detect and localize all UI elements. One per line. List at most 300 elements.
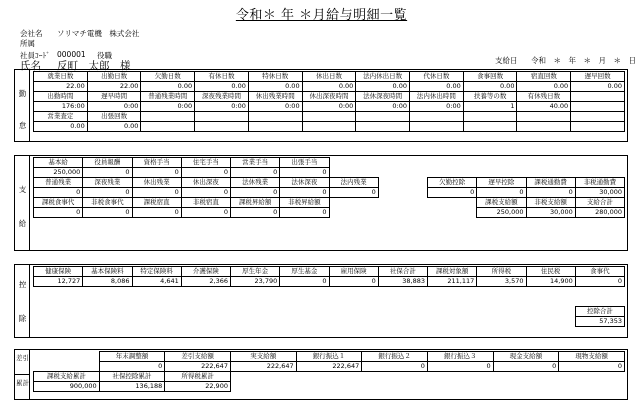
empty-cell <box>378 188 427 198</box>
empty-cell <box>34 307 83 317</box>
table-row <box>34 287 625 297</box>
empty-cell <box>83 287 132 297</box>
field-label: 営業手当 <box>231 158 280 168</box>
field-label: 課税支給累計 <box>34 372 100 382</box>
empty-cell <box>34 287 83 297</box>
field-value: 23,790 <box>231 277 280 287</box>
empty-cell <box>378 198 427 208</box>
field-value: 0.00 <box>302 82 356 92</box>
table-row <box>34 352 625 362</box>
empty-cell <box>329 168 378 178</box>
summary-table <box>33 351 625 392</box>
field-label: 食事回数 <box>463 72 517 82</box>
field-label: 遅早時間 <box>87 92 141 102</box>
field-value: 0.00 <box>463 82 517 92</box>
field-value: 0 <box>280 208 329 218</box>
field-label: 課税昇給額 <box>231 198 280 208</box>
empty-cell <box>526 307 575 317</box>
field-value: 0 <box>362 362 428 372</box>
field-label: 普通残業 <box>34 178 83 188</box>
empty-cell <box>493 382 559 392</box>
field-value: 0 <box>231 168 280 178</box>
field-value: 222,647 <box>165 362 231 372</box>
field-value: 0 <box>329 277 378 287</box>
table-row <box>34 208 625 218</box>
field-label: 出張回数 <box>87 112 141 122</box>
field-value: 14,900 <box>526 277 575 287</box>
field-value: 3,570 <box>477 277 526 287</box>
field-label: 休出残業 <box>132 178 181 188</box>
field-label: 深夜残業 <box>83 178 132 188</box>
empty-cell <box>230 382 296 392</box>
field-value: 1 <box>463 102 517 112</box>
field-value: 0 <box>575 277 624 287</box>
attendance-side-label <box>15 70 30 141</box>
field-value: 211,117 <box>428 277 477 287</box>
empty-cell <box>329 287 378 297</box>
table-row <box>34 267 625 277</box>
field-label: 特休日数 <box>248 72 302 82</box>
empty-cell <box>132 317 181 327</box>
field-label: 銀行振込２ <box>362 352 428 362</box>
empty-cell <box>428 158 477 168</box>
empty-cell <box>83 297 132 307</box>
empty-cell <box>378 317 427 327</box>
field-label: 課税対象額 <box>428 267 477 277</box>
field-label <box>248 112 302 122</box>
empty-cell <box>378 178 427 188</box>
company-name: ソリマチ電機 株式会社 <box>57 29 140 38</box>
empty-cell <box>280 307 329 317</box>
empty-cell <box>132 287 181 297</box>
field-label: 厚生年金 <box>231 267 280 277</box>
empty-cell <box>378 208 427 218</box>
empty-cell <box>83 317 132 327</box>
empty-cell <box>428 198 477 208</box>
field-label: 現金支給額 <box>493 352 559 362</box>
field-label: 非税通勤費 <box>575 178 624 188</box>
empty-cell <box>329 297 378 307</box>
field-label: 出張手当 <box>280 158 329 168</box>
field-label: 遅早控除 <box>477 178 526 188</box>
table-row <box>34 372 625 382</box>
attendance-block <box>14 69 628 142</box>
field-label: 基本給 <box>34 158 83 168</box>
field-value: 0 <box>428 188 477 198</box>
field-value: 0 <box>83 188 132 198</box>
empty-cell <box>575 297 624 307</box>
field-label: 住民税 <box>526 267 575 277</box>
field-label: 出勤日数 <box>87 72 141 82</box>
employee-name: 反町 太郎 様 <box>57 60 131 72</box>
field-value <box>410 122 464 132</box>
field-value: 250,000 <box>477 208 526 218</box>
field-value: 0:00 <box>302 102 356 112</box>
field-value: 38,883 <box>378 277 427 287</box>
deduction-block <box>14 264 628 338</box>
field-value: 0 <box>83 168 132 178</box>
field-label: 扶養等の数 <box>463 92 517 102</box>
department-label: 所属 <box>20 39 35 48</box>
field-label <box>463 112 517 122</box>
empty-cell <box>526 168 575 178</box>
field-value: 0 <box>181 188 230 198</box>
attendance-table <box>33 71 625 132</box>
empty-cell <box>428 208 477 218</box>
field-label: 欠勤控除 <box>428 178 477 188</box>
payment-side-label <box>15 156 30 250</box>
payment-table <box>33 157 625 218</box>
field-value: 0:00 <box>356 102 410 112</box>
field-value: 0.00 <box>410 82 464 92</box>
field-value: 222,647 <box>230 362 296 372</box>
empty-cell <box>428 307 477 317</box>
empty-cell <box>477 158 526 168</box>
field-label: 法休深夜 <box>280 178 329 188</box>
field-value: 0 <box>132 168 181 178</box>
company-label: 会社名 <box>20 29 43 38</box>
table-row <box>34 178 625 188</box>
empty-cell <box>34 362 100 372</box>
table-row <box>34 362 625 372</box>
empty-cell <box>34 297 83 307</box>
empty-cell <box>378 158 427 168</box>
field-label: 現物支給額 <box>559 352 625 362</box>
field-label <box>517 112 571 122</box>
empty-cell <box>378 307 427 317</box>
field-label: 実支給額 <box>230 352 296 362</box>
empty-cell <box>329 158 378 168</box>
field-value: 0 <box>34 208 83 218</box>
position-label: 役職 <box>97 51 112 60</box>
empty-cell <box>329 208 378 218</box>
field-label: 法内残業 <box>329 178 378 188</box>
field-value: 0.00 <box>34 122 88 132</box>
field-value: 0 <box>231 188 280 198</box>
empty-cell <box>428 297 477 307</box>
field-label: 基本保険料 <box>83 267 132 277</box>
field-label: 住宅手当 <box>181 158 230 168</box>
empty-cell <box>329 198 378 208</box>
field-label: 食事代 <box>575 267 624 277</box>
field-label: 所得税 <box>477 267 526 277</box>
field-value: 0 <box>477 188 526 198</box>
field-value: 0.00 <box>571 82 625 92</box>
empty-cell <box>428 287 477 297</box>
field-label: 遅早回数 <box>571 72 625 82</box>
field-value: 0:00 <box>87 102 141 112</box>
side-char: 累計 <box>16 379 29 387</box>
table-row <box>34 297 625 307</box>
field-label: 所得税累計 <box>165 372 231 382</box>
field-value: 0.00 <box>356 82 410 92</box>
field-value: 4,641 <box>132 277 181 287</box>
pay-date-label: 支給日 <box>495 56 518 65</box>
field-label: 支給合計 <box>575 198 624 208</box>
side-char: 除 <box>18 314 27 323</box>
side-char: 勤 <box>18 89 27 98</box>
field-label: 特定保険料 <box>132 267 181 277</box>
field-label: 深夜残業時間 <box>195 92 249 102</box>
cumulative-side-label <box>15 375 30 399</box>
table-row <box>34 112 625 122</box>
empty-cell <box>296 372 362 382</box>
field-value: 22,900 <box>165 382 231 392</box>
empty-cell <box>231 307 280 317</box>
employee-number-label: 社員ｺｰﾄﾞ <box>20 51 50 60</box>
empty-cell <box>362 372 428 382</box>
field-value <box>302 122 356 132</box>
empty-cell <box>362 382 428 392</box>
field-label: 課税通勤費 <box>526 178 575 188</box>
empty-cell <box>132 307 181 317</box>
field-label: 有休残日数 <box>517 92 571 102</box>
field-value: 0 <box>493 362 559 372</box>
empty-cell <box>231 297 280 307</box>
side-char: 支 <box>18 185 27 194</box>
field-value: 250,000 <box>34 168 83 178</box>
field-label: 社保合計 <box>378 267 427 277</box>
field-value: 0 <box>280 188 329 198</box>
empty-cell <box>428 168 477 178</box>
empty-cell <box>280 317 329 327</box>
empty-cell <box>575 287 624 297</box>
field-value: 0 <box>34 188 83 198</box>
empty-cell <box>230 372 296 382</box>
field-value: 0 <box>132 208 181 218</box>
field-value: 0 <box>526 188 575 198</box>
empty-cell <box>181 307 230 317</box>
field-label: 休出深夜 <box>181 178 230 188</box>
empty-cell <box>378 297 427 307</box>
field-label <box>302 112 356 122</box>
empty-cell <box>132 297 181 307</box>
field-value: 0.00 <box>87 122 141 132</box>
field-value: 0:00 <box>410 102 464 112</box>
page-title: 令和＊ 年 ＊月給与明細一覧 <box>235 8 408 23</box>
table-row <box>34 198 625 208</box>
field-label <box>571 92 625 102</box>
empty-cell <box>559 382 625 392</box>
field-label: 課税食事代 <box>34 198 83 208</box>
field-label: 資格手当 <box>132 158 181 168</box>
field-value: 22.00 <box>34 82 88 92</box>
table-row <box>34 122 625 132</box>
field-value <box>571 122 625 132</box>
table-row <box>34 158 625 168</box>
field-value: 0.00 <box>248 82 302 92</box>
empty-cell <box>477 317 526 327</box>
field-label: 代休日数 <box>410 72 464 82</box>
field-value: 22.00 <box>87 82 141 92</box>
table-row <box>34 307 625 317</box>
side-char: 給 <box>18 219 27 228</box>
field-value: 0.00 <box>141 82 195 92</box>
empty-cell <box>83 307 132 317</box>
empty-cell <box>559 372 625 382</box>
pay-date: 令和 ＊ 年 ＊ 月 ＊ 日 <box>531 56 636 65</box>
field-value: 0 <box>83 208 132 218</box>
table-row <box>34 188 625 198</box>
field-value: 40.00 <box>517 102 571 112</box>
empty-cell <box>526 297 575 307</box>
field-label: 役員報酬 <box>83 158 132 168</box>
field-value: 0 <box>280 277 329 287</box>
field-label: 法休残業 <box>231 178 280 188</box>
deduction-table <box>33 266 625 327</box>
field-label: 法内休出時間 <box>410 92 464 102</box>
field-value: 900,000 <box>34 382 100 392</box>
field-label: 普通残業時間 <box>141 92 195 102</box>
field-label: 就業日数 <box>34 72 88 82</box>
field-value: 0.00 <box>195 82 249 92</box>
field-label: 課税宿直 <box>132 198 181 208</box>
field-value: 222,647 <box>296 362 362 372</box>
empty-cell <box>181 297 230 307</box>
field-value: 0 <box>280 168 329 178</box>
empty-cell <box>477 307 526 317</box>
field-value <box>141 122 195 132</box>
field-value: 0 <box>329 188 378 198</box>
field-label: 休出深夜時間 <box>302 92 356 102</box>
field-label: 社保控除累計 <box>99 372 165 382</box>
empty-cell <box>493 372 559 382</box>
empty-cell <box>477 297 526 307</box>
table-row <box>34 168 625 178</box>
field-label: 銀行振込１ <box>296 352 362 362</box>
empty-cell <box>526 158 575 168</box>
field-label: 出勤時間 <box>34 92 88 102</box>
field-label <box>141 112 195 122</box>
field-value: 0:00 <box>248 102 302 112</box>
empty-cell <box>231 287 280 297</box>
field-label: 非税支給額 <box>526 198 575 208</box>
field-label: 銀行振込３ <box>427 352 493 362</box>
field-label: 非税昇給額 <box>280 198 329 208</box>
empty-cell <box>296 382 362 392</box>
empty-cell <box>427 382 493 392</box>
table-row <box>34 102 625 112</box>
field-label: 課税支給額 <box>477 198 526 208</box>
summary-block <box>14 349 628 400</box>
field-value: 0 <box>99 362 165 372</box>
field-label: 非税食事代 <box>83 198 132 208</box>
field-value <box>571 102 625 112</box>
field-label: 欠勤日数 <box>141 72 195 82</box>
field-value: 176:00 <box>34 102 88 112</box>
table-row <box>34 92 625 102</box>
field-value <box>463 122 517 132</box>
field-value: 2,366 <box>181 277 230 287</box>
field-label <box>356 112 410 122</box>
empty-cell <box>427 372 493 382</box>
table-row <box>34 277 625 287</box>
empty-cell <box>280 297 329 307</box>
field-label: 営業査定 <box>34 112 88 122</box>
field-label: 休出日数 <box>302 72 356 82</box>
table-row <box>34 382 625 392</box>
field-label: 休出残業時間 <box>248 92 302 102</box>
payment-block <box>14 155 628 251</box>
field-label: 非税宿直 <box>181 198 230 208</box>
table-row <box>34 317 625 327</box>
side-char: 怠 <box>18 121 27 130</box>
empty-cell <box>477 168 526 178</box>
field-label: 健康保険 <box>34 267 83 277</box>
deduction-total-value: 57,353 <box>575 317 624 327</box>
field-value <box>195 122 249 132</box>
empty-cell <box>181 317 230 327</box>
field-value: 0 <box>427 362 493 372</box>
field-label: 差引支給額 <box>165 352 231 362</box>
name-label: 氏名 <box>20 60 41 72</box>
deduction-total-label: 控除合計 <box>575 307 624 317</box>
field-label: 有休日数 <box>195 72 249 82</box>
empty-cell <box>428 317 477 327</box>
side-char: 差引 <box>16 354 29 362</box>
field-label <box>195 112 249 122</box>
field-value: 280,000 <box>575 208 624 218</box>
field-value: 0 <box>231 208 280 218</box>
empty-cell <box>378 168 427 178</box>
field-label <box>410 112 464 122</box>
field-value <box>517 122 571 132</box>
empty-cell <box>575 168 624 178</box>
field-value: 0 <box>181 168 230 178</box>
field-value: 30,000 <box>575 188 624 198</box>
field-label: 年末調整額 <box>99 352 165 362</box>
empty-cell <box>575 158 624 168</box>
difference-side-label <box>15 350 30 375</box>
empty-cell <box>181 287 230 297</box>
field-value <box>356 122 410 132</box>
empty-cell <box>477 287 526 297</box>
field-value: 8,086 <box>83 277 132 287</box>
field-value: 30,000 <box>526 208 575 218</box>
field-label: 介護保険 <box>181 267 230 277</box>
field-value <box>248 122 302 132</box>
table-row <box>34 82 625 92</box>
empty-cell <box>526 287 575 297</box>
field-value: 0 <box>559 362 625 372</box>
field-value: 12,727 <box>34 277 83 287</box>
field-label: 雇用保険 <box>329 267 378 277</box>
empty-cell <box>34 352 100 362</box>
empty-cell <box>34 317 83 327</box>
field-label: 厚生基金 <box>280 267 329 277</box>
field-value: 136,188 <box>99 382 165 392</box>
field-value: 0:00 <box>195 102 249 112</box>
empty-cell <box>378 287 427 297</box>
field-label: 法内休出日数 <box>356 72 410 82</box>
field-value: 0:00 <box>141 102 195 112</box>
deduction-side-label <box>15 265 30 337</box>
table-row <box>34 72 625 82</box>
field-label <box>571 112 625 122</box>
employee-number: 000001 <box>57 50 86 59</box>
field-label: 法休深夜時間 <box>356 92 410 102</box>
empty-cell <box>231 317 280 327</box>
empty-cell <box>526 317 575 327</box>
empty-cell <box>329 317 378 327</box>
empty-cell <box>329 307 378 317</box>
field-value: 0 <box>181 208 230 218</box>
field-value: 0 <box>132 188 181 198</box>
side-char: 控 <box>18 280 27 289</box>
field-value: 0.00 <box>517 82 571 92</box>
field-label: 宿直回数 <box>517 72 571 82</box>
empty-cell <box>280 287 329 297</box>
